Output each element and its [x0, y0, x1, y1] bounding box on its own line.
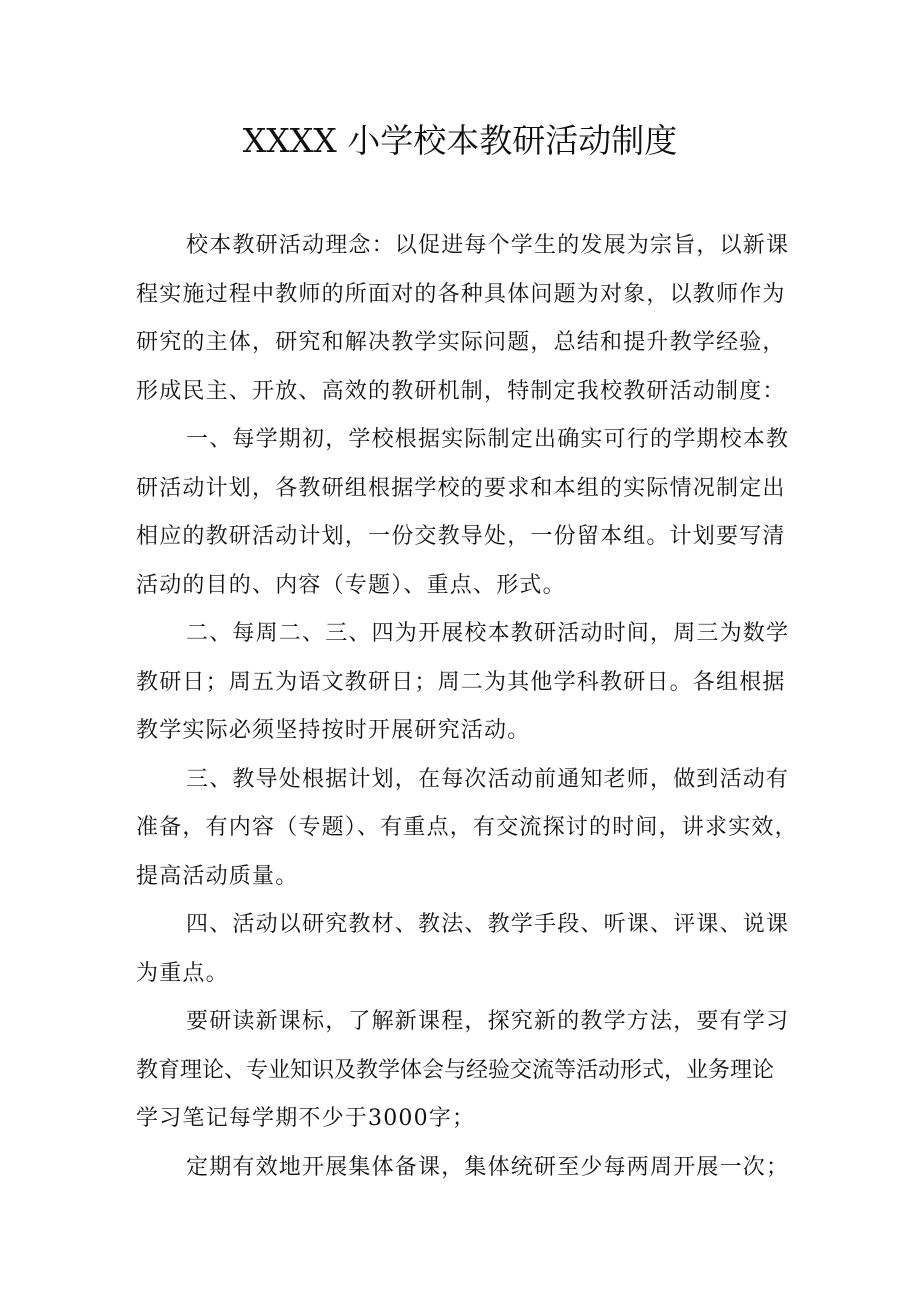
text-line: 四、活动以研究教材、教法、教学手段、听课、评课、说课 — [186, 912, 790, 937]
paragraph-item-4 — [136, 901, 788, 998]
paragraph-lesson-prep — [136, 1144, 788, 1193]
text-line: 程实施过程中教师的所面对的各种具体问题为对象，以教师作为 — [136, 281, 786, 307]
text-line: 教研日；周五为语文教研日；周二为其他学科教研日。各组根据 — [136, 669, 786, 695]
text-line: 相应的教研活动计划，一份交教导处，一份留本组。计划要写清 — [136, 524, 786, 549]
document-body — [136, 222, 798, 1192]
text-line: 教学实际必须坚持按时开展研究活动。 — [136, 718, 531, 743]
paragraph-philosophy — [136, 222, 788, 416]
paragraph-study-requirements — [136, 998, 788, 1144]
text-line: 提高活动质量。 — [136, 863, 299, 889]
text-line: 二、每周二、三、四为开展校本教研活动时间，周三为数学 — [186, 621, 790, 646]
text-line: 一、每学期初，学校根据实际制定出确实可行的学期校本教 — [186, 427, 790, 452]
text-line: 研活动计划，各教研组根据学校的要求和本组的实际情况制定出 — [136, 475, 786, 501]
text-line: 教育理论、专业知识及教学体会与经验交流等活动形式，业务理论 — [136, 1057, 775, 1083]
text-line: 校本教研活动理念：以促进每个学生的发展为宗旨，以新课 — [186, 233, 790, 258]
text-line: 学习笔记每学期不少于3000字； — [136, 1106, 476, 1131]
text-line: 三、教导处根据计划，在每次活动前通知老师，做到活动有 — [186, 766, 790, 792]
text-line: 形成民主、开放、高效的教研机制，特制定我校教研活动制度： — [136, 378, 786, 404]
text-line: 活动的目的、内容（专题）、重点、形式。 — [136, 572, 566, 598]
text-line: 定期有效地开展集体备课，集体统研至少每两周开展一次； — [186, 1154, 790, 1180]
document-title: XXXX 小学校本教研活动制度 — [242, 121, 678, 160]
text-line: 研究的主体，研究和解决教学实际问题，总结和提升教学经验， — [136, 330, 786, 355]
paragraph-item-2 — [136, 610, 788, 756]
text-line: 准备，有内容（专题）、有重点，有交流探讨的时间，讲求实效， — [136, 815, 798, 840]
paragraph-item-1 — [136, 416, 788, 610]
text-line: 为重点。 — [136, 960, 229, 986]
text-line: 要研读新课标，了解新课程，探究新的教学方法，要有学习 — [186, 1009, 790, 1034]
paragraph-item-3 — [136, 756, 798, 902]
